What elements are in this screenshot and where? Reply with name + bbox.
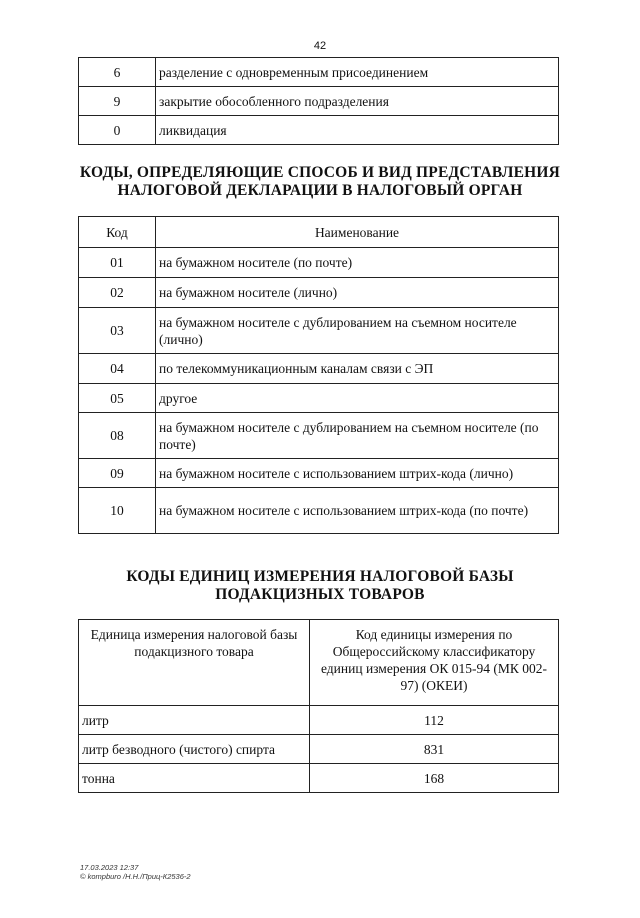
code-cell: 10 xyxy=(79,488,156,534)
column-header-code: Код xyxy=(79,217,156,248)
unit-cell: литр xyxy=(79,706,310,735)
table-row xyxy=(79,248,559,278)
code-cell: 6 xyxy=(79,58,156,87)
name-cell: разделение с одновременным присоединением xyxy=(156,58,559,87)
title-line: КОДЫ ЕДИНИЦ ИЗМЕРЕНИЯ НАЛОГОВОЙ БАЗЫ xyxy=(126,568,514,585)
name-cell: по телекоммуникационным каналам связи с ЭП xyxy=(156,354,559,384)
table-row xyxy=(79,384,559,413)
name-cell: на бумажном носителе с дублированием на съемном носителе (лично) xyxy=(156,308,559,354)
table-row xyxy=(79,58,559,87)
name-cell: закрытие обособленного подразделения xyxy=(156,87,559,116)
title-line: КОДЫ, ОПРЕДЕЛЯЮЩИЕ СПОСОБ И ВИД ПРЕДСТАВЛЕНИЯ xyxy=(79,164,561,181)
code-cell: 09 xyxy=(79,459,156,488)
table-row xyxy=(79,354,559,384)
page-number: 42 xyxy=(313,40,327,52)
column-header-unit: Единица измерения налоговой базы подакцизного товара xyxy=(79,620,310,706)
section-title-submission xyxy=(60,164,580,200)
name-cell: на бумажном носителе с использованием штрих-кода (лично) xyxy=(156,459,559,488)
name-cell: на бумажном носителе с дублированием на съемном носителе (по почте) xyxy=(156,413,559,459)
code-cell: 04 xyxy=(79,354,156,384)
footer-source: © kompburo /Н.Н./Приц-К2536-2 xyxy=(80,872,191,881)
title-line: ПОДАКЦИЗНЫХ ТОВАРОВ xyxy=(215,586,425,603)
unit-cell: тонна xyxy=(79,764,310,793)
submission-codes-table xyxy=(78,216,559,534)
table-row xyxy=(79,706,559,735)
name-cell: на бумажном носителе (лично) xyxy=(156,278,559,308)
table-header-row xyxy=(79,217,559,248)
name-cell: на бумажном носителе с использованием штрих-кода (по почте) xyxy=(156,488,559,534)
column-header-name: Наименование xyxy=(156,217,559,248)
section-title-units xyxy=(60,568,580,604)
okei-cell: 831 xyxy=(310,735,559,764)
table-row xyxy=(79,413,559,459)
table-row xyxy=(79,459,559,488)
column-header-okei: Код единицы измерения по Общероссийскому классификатору единиц измерения ОК 015-94 (МК 002-97) (ОКЕИ) xyxy=(310,620,559,706)
code-cell: 02 xyxy=(79,278,156,308)
code-cell: 08 xyxy=(79,413,156,459)
table-row xyxy=(79,735,559,764)
code-cell: 05 xyxy=(79,384,156,413)
name-cell: на бумажном носителе (по почте) xyxy=(156,248,559,278)
name-cell: ликвидация xyxy=(156,116,559,145)
title-line: НАЛОГОВОЙ ДЕКЛАРАЦИИ В НАЛОГОВЫЙ ОРГАН xyxy=(117,182,523,199)
code-cell: 9 xyxy=(79,87,156,116)
print-footer xyxy=(80,863,191,881)
name-cell: другое xyxy=(156,384,559,413)
table-row xyxy=(79,278,559,308)
code-cell: 01 xyxy=(79,248,156,278)
okei-cell: 112 xyxy=(310,706,559,735)
footer-timestamp: 17.03.2023 12:37 xyxy=(80,863,139,872)
table-row xyxy=(79,764,559,793)
okei-cell: 168 xyxy=(310,764,559,793)
table-row xyxy=(79,87,559,116)
unit-codes-table xyxy=(78,619,559,793)
code-cell: 03 xyxy=(79,308,156,354)
table-row xyxy=(79,488,559,534)
unit-cell: литр безводного (чистого) спирта xyxy=(79,735,310,764)
code-cell: 0 xyxy=(79,116,156,145)
table-row xyxy=(79,308,559,354)
reorganization-codes-table xyxy=(78,57,559,145)
table-header-row xyxy=(79,620,559,706)
table-row xyxy=(79,116,559,145)
